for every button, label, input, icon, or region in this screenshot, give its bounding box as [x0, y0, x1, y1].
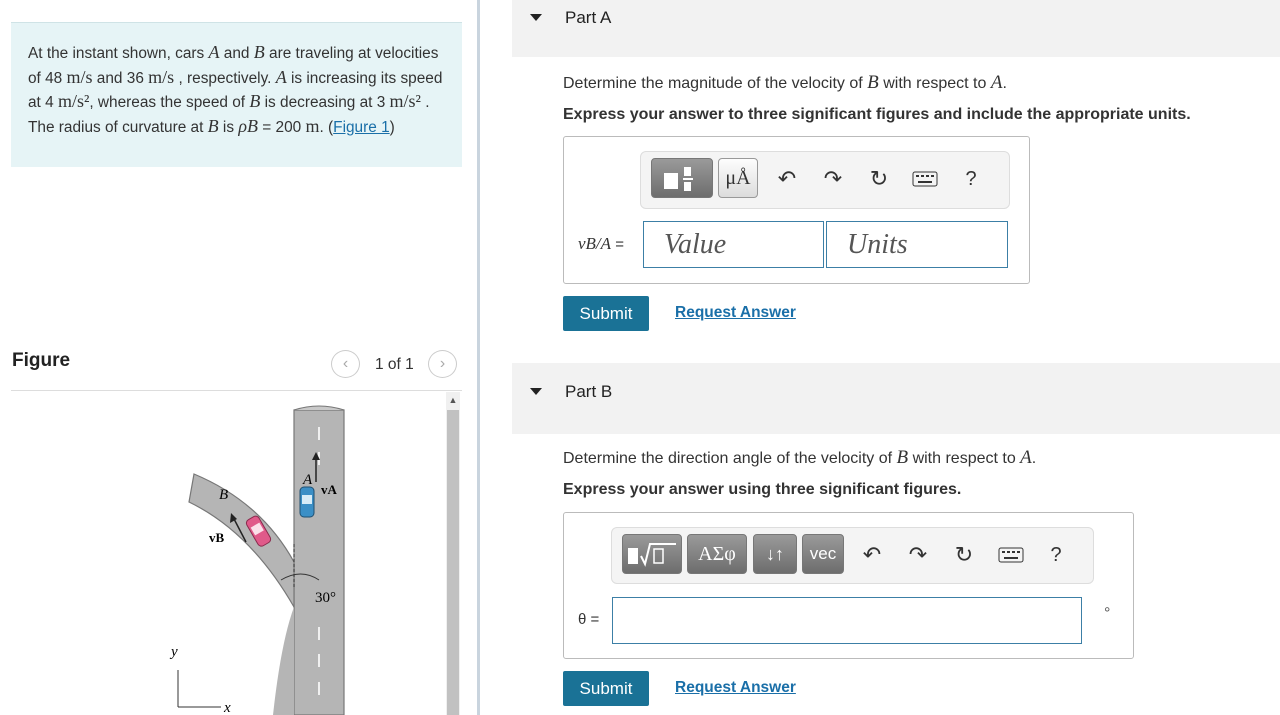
part-A-title: Part A — [565, 8, 612, 27]
symbol-A: A — [1020, 447, 1032, 468]
answer-panel — [512, 0, 1280, 715]
problem-text: and 36 — [92, 69, 149, 87]
problem-text: , respectively. — [174, 69, 276, 87]
label-vB: vB — [209, 530, 225, 545]
question-text: . — [1002, 75, 1007, 92]
problem-text: . The radius of curvature at — [28, 94, 430, 136]
reset-icon[interactable]: ↻ — [869, 166, 889, 191]
unit: m — [305, 115, 320, 136]
units-button[interactable]: μÅ — [718, 158, 758, 198]
symbol-A: A — [990, 72, 1003, 93]
figure-image — [11, 392, 443, 715]
next-figure-button[interactable]: › — [428, 350, 457, 378]
panel-divider[interactable] — [477, 0, 480, 715]
figure-page-indicator: 1 of 1 — [375, 356, 414, 373]
problem-text: is decreasing at 3 — [260, 94, 390, 111]
collapse-caret-icon[interactable] — [530, 14, 542, 21]
problem-text: is increasing its speed at 4 — [28, 69, 443, 111]
keyboard-icon[interactable] — [911, 166, 939, 194]
part-B-variable-label: θ = — [578, 611, 600, 628]
scroll-up-arrow-icon[interactable]: ▲ — [448, 395, 458, 405]
degree-unit: ° — [1104, 605, 1111, 622]
part-B-request-answer-link[interactable]: Request Answer — [675, 679, 796, 696]
part-B-answer-box — [563, 512, 1134, 659]
part-A-header[interactable] — [512, 0, 1280, 57]
keyboard-icon[interactable] — [997, 542, 1025, 570]
symbol-B: B — [253, 42, 265, 62]
part-A-variable-label — [578, 234, 624, 254]
symbol-A: A — [208, 42, 220, 62]
variable-symbol: vB/A — [578, 234, 612, 253]
unit: m/s — [66, 66, 93, 87]
problem-text: At the instant shown, cars — [28, 45, 209, 62]
problem-text: . ( — [319, 118, 334, 136]
symbol-rho: ρB — [238, 115, 258, 136]
question-text: with respect to — [908, 450, 1021, 467]
undo-icon[interactable]: ↶ — [862, 542, 882, 567]
greek-symbols-button[interactable]: ΑΣφ — [687, 534, 747, 574]
problem-text: is — [218, 118, 239, 136]
problem-text: , whereas the speed of — [89, 94, 250, 111]
question-text: Determine the magnitude of the velocity of — [563, 75, 868, 92]
problem-statement — [11, 22, 462, 167]
symbol-B: B — [896, 447, 909, 468]
vector-button[interactable]: vec — [802, 534, 844, 574]
part-B-instruction: Express your answer using three significant figures. — [563, 481, 962, 498]
question-text: Determine the direction angle of the velocity of — [563, 450, 897, 467]
undo-icon[interactable]: ↶ — [777, 166, 797, 191]
units-input[interactable]: Units — [826, 221, 1008, 268]
redo-icon[interactable]: ↷ — [823, 166, 843, 191]
reset-icon[interactable]: ↻ — [954, 542, 974, 567]
angle-input[interactable] — [612, 597, 1082, 644]
unit: m/s — [148, 66, 175, 87]
divider — [11, 390, 462, 391]
figure-title: Figure — [12, 350, 71, 371]
curved-road — [189, 474, 294, 607]
question-text: . — [1031, 450, 1037, 467]
symbol-B: B — [867, 72, 879, 93]
label-B: B — [219, 487, 229, 503]
part-A-instruction: Express your answer to three significant figures and include the appropriate units. — [563, 106, 1191, 123]
symbol-B: B — [249, 91, 261, 111]
figure-link[interactable]: Figure 1 — [333, 118, 390, 136]
value-input[interactable]: Value — [643, 221, 824, 268]
collapse-caret-icon[interactable] — [530, 388, 542, 395]
part-A-question — [563, 72, 1007, 94]
unit: m/s² — [57, 91, 90, 111]
road-end — [294, 406, 344, 410]
problem-text: are traveling at velocities of 48 — [28, 45, 439, 87]
part-B-submit-button[interactable]: Submit — [563, 671, 649, 706]
sub-superscript-button[interactable]: ↓↑ — [753, 534, 797, 574]
problem-text: = 200 — [257, 118, 306, 136]
figure-pager — [331, 350, 462, 378]
axis-label-y: y — [171, 644, 178, 660]
equals-sign: = — [611, 236, 624, 253]
help-icon[interactable]: ? — [1050, 544, 1062, 566]
part-A-toolbar — [640, 151, 1010, 209]
part-B-title: Part B — [565, 382, 613, 401]
help-icon[interactable]: ? — [965, 168, 977, 190]
problem-text: and — [219, 45, 254, 62]
symbol-B: B — [207, 115, 219, 136]
template-button[interactable] — [622, 534, 682, 574]
root-template-icon — [626, 540, 678, 570]
unit: m/s² — [389, 91, 421, 111]
road-diagram — [11, 392, 443, 715]
label-A: A — [303, 472, 313, 488]
label-vA: vA — [321, 482, 337, 497]
fraction-template-icon — [662, 164, 702, 194]
question-text: with respect to — [878, 75, 991, 92]
axis-label-x: x — [224, 700, 231, 715]
figure-scrollbar[interactable] — [446, 392, 460, 715]
problem-panel — [0, 0, 470, 715]
merge-road — [273, 607, 294, 715]
symbol-A: A — [275, 66, 287, 87]
part-B-toolbar — [611, 527, 1094, 584]
redo-icon[interactable]: ↷ — [908, 542, 928, 567]
part-A-request-answer-link[interactable]: Request Answer — [675, 304, 796, 321]
prev-figure-button[interactable]: ‹ — [331, 350, 360, 378]
template-button[interactable] — [651, 158, 713, 198]
scroll-thumb[interactable] — [447, 410, 459, 715]
label-angle: 30° — [315, 590, 336, 606]
part-A-submit-button[interactable]: Submit — [563, 296, 649, 331]
problem-text: ) — [389, 118, 395, 136]
part-B-header[interactable] — [512, 363, 1280, 434]
part-A-answer-box — [563, 136, 1030, 284]
car-A-window — [302, 495, 312, 504]
part-B-question — [563, 447, 1036, 469]
